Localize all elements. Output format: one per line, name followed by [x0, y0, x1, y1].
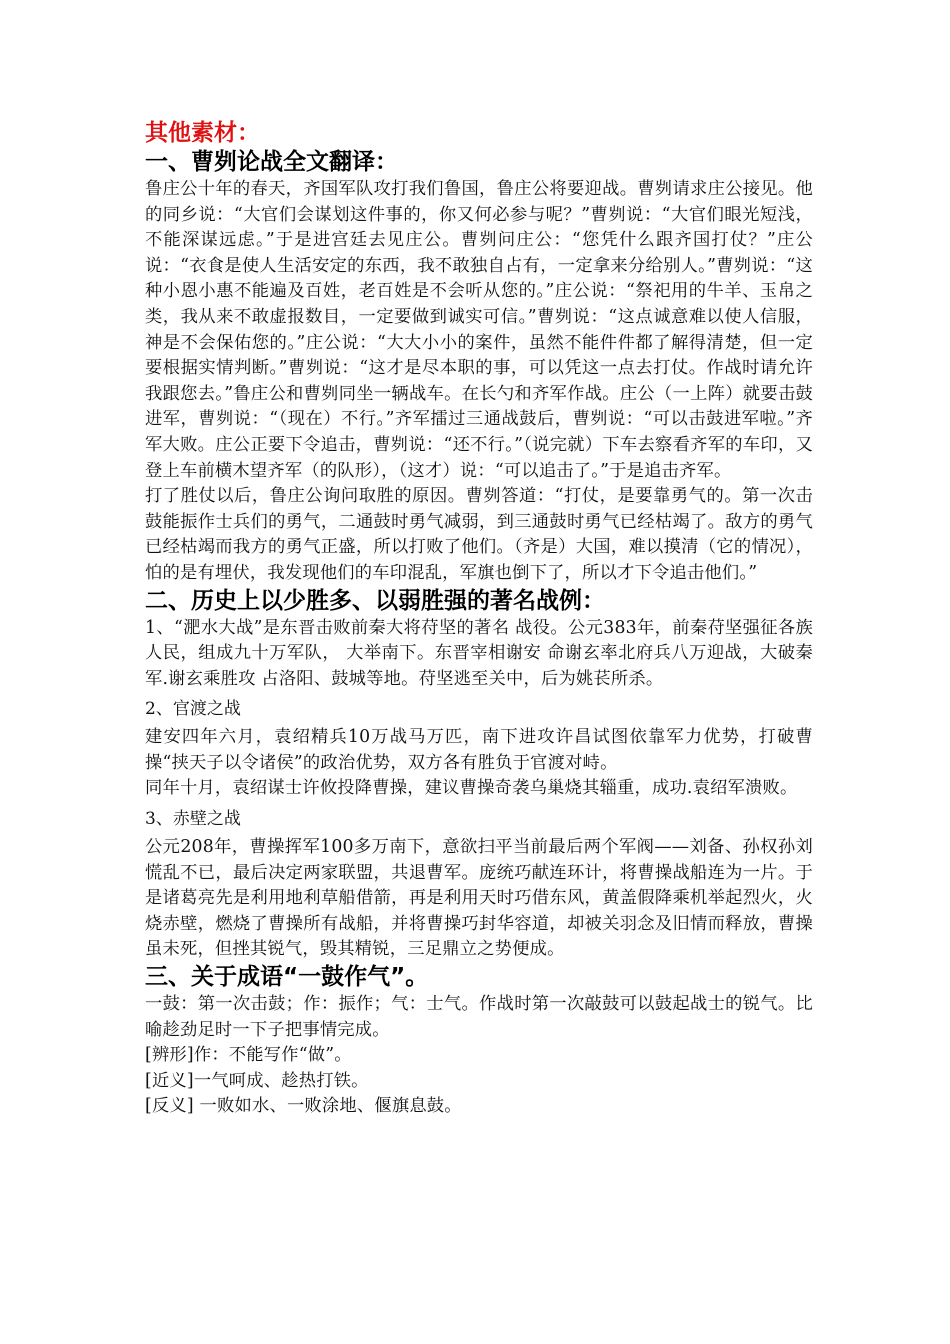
section3-heading: 三、关于成语“一鼓作气”。: [145, 964, 429, 991]
section2-guandu-paragraph-1: 建安四年六月，袁绍精兵10万战马万匹，南下进攻许昌试图依靠军力优势，打破曹操“挟天子以令诸侯”的政治优势，双方各有胜负于官渡对峙。: [145, 727, 813, 773]
section1-paragraph-2: 打了胜仗以后，鲁庄公询问取胜的原因。曹刿答道：“打仗，是要靠勇气的。第一次击鼓能振作士兵们的勇气，二通鼓时勇气减弱，到三通鼓时勇气已经枯竭了。敌方的勇气已经枯竭而我方的勇气正盛，所以打败了他们。（齐是）大国，难以摸清（它的情况），怕的是有埋伏，我发现他们的车印混乱，军旗也倒下了，所以才下令追击他们。”: [145, 486, 813, 583]
section1-heading: 一、曹刿论战全文翻译：: [145, 149, 398, 175]
section2-guandu-paragraph-2: 同年十月，袁绍谋士许攸投降曹操，建议曹操奇袭乌巢烧其辎重，成功.袁绍军溃败。: [145, 778, 798, 799]
section2-chibi-paragraph: 公元208年，曹操挥军100多万南下，意欲扫平当前最后两个军阀——刘备、孙权孙刘慌乱不已，最后决定两家联盟，共退曹军。庞统巧献连环计，将曹操战船连为一片。于是诸葛亮先是利用地利草船借箭，再是利用天时巧借东风，黄盖假降乘机举起烈火，火烧赤壁，燃烧了曹操所有战船，并将曹操巧封华容道，却被关羽念及旧情而释放，曹操虽未死，但挫其锐气，毁其精锐，三足鼎立之势便成。: [145, 837, 813, 960]
section2-subheading-guandu: 2、官渡之战: [145, 699, 241, 720]
section2-battle-feishui: 1、“淝水大战”是东晋击败前秦大将苻坚的著名 战役。公元383年，前秦苻坚强征各族人民，组成九十万军队， 大举南下。东晋宰相谢安 命谢玄率北府兵八万迎战，大破秦军.谢玄乘胜攻 占洛阳、鼓城等地。苻坚逃至关中，后为姚苌所杀。: [145, 617, 813, 689]
document-title: 其他素材：: [145, 120, 260, 146]
section3-fanyi: [反义] 一败如水、一败涂地、偃旗息鼓。: [145, 1096, 462, 1117]
section1-paragraph-1: 鲁庄公十年的春天，齐国军队攻打我们鲁国，鲁庄公将要迎战。曹刿请求庄公接见。他的同乡说：“大官们会谋划这件事的，你又何必参与呢？”曹刿说：“大官们眼光短浅，不能深谋远虑。”于是进宫廷去见庄公。曹刿问庄公：“您凭什么跟齐国打仗？”庄公说：“衣食是使人生活安定的东西，我不敢独自占有，一定拿来分给别人。”曹刿说：“这种小恩小惠不能遍及百姓，老百姓是不会听从您的。”庄公说：“祭祀用的牛羊、玉帛之类，我从来不敢虚报数目，一定要做到诚实可信。”曹刿说：“这点诚意难以使人信服，神是不会保佑您的。”庄公说：“大大小小的案件，虽然不能件件都了解得清楚，但一定要根据实情判断。”曹刿说：“这才是尽本职的事，可以凭这一点去打仗。作战时请允许我跟您去。”鲁庄公和曹刿同坐一辆战车。在长勺和齐军作战。庄公（一上阵）就要击鼓进军，曹刿说：“（现在）不行。”齐军擂过三通战鼓后，曹刿说：“可以击鼓进军啦。”齐军大败。庄公正要下令追击，曹刿说：“还不行。”（说完就）下车去察看齐军的车印，又登上车前横木望齐军（的队形），（这才）说：“可以追击了。”于是追击齐军。: [145, 179, 813, 481]
section3-definition: 一鼓：第一次击鼓；作：振作；气：士气。作战时第一次敲鼓可以鼓起战士的锐气。比喻趁劲足时一下子把事情完成。: [145, 994, 813, 1040]
document-body: [145, 118, 813, 1120]
section2-heading: 二、历史上以少胜多、以弱胜强的著名战例：: [145, 587, 605, 614]
section3-jinyi: [近义]一气呵成、趁热打铁。: [145, 1070, 369, 1091]
section2-subheading-chibi: 3、赤壁之战: [145, 809, 241, 830]
section3-bianxing: [辨形]作：不能写作“做”。: [145, 1045, 352, 1066]
